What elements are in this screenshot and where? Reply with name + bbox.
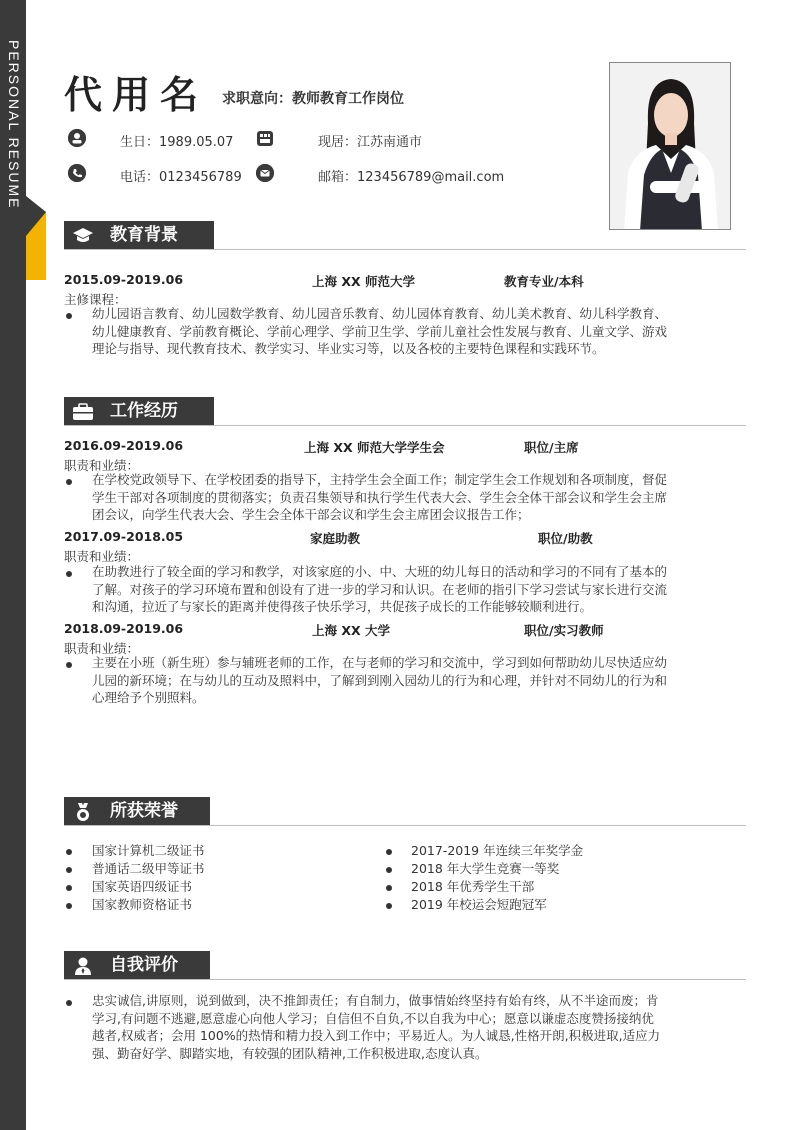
section-header-honors <box>64 797 210 825</box>
work-period: 2017.09-2018.05 <box>64 529 184 544</box>
text-line: 学生干部对各项制度的贯彻落实；负责召集领导和执行学生代表大会、学生会全体干部会议和学生会主席 <box>92 489 668 505</box>
text-line: 学习,有问题不逃避,愿意虚心向他人学习；自信但不自负,不以自我为中心；愿意以谦虚态度赞扬接纳优 <box>92 1010 654 1026</box>
section-divider <box>64 825 746 826</box>
honor-item: 2018 年优秀学生干部 <box>411 879 535 894</box>
bullet <box>66 885 72 891</box>
work-organization: 上海 XX 大学 <box>312 623 390 638</box>
bullet <box>386 885 392 891</box>
duties-text <box>92 563 742 616</box>
mail-icon <box>256 164 274 182</box>
duties-text <box>92 471 742 524</box>
text-line: 在学校党政领导下、在学校团委的指导下，主持学生会全面工作；制定学生会工作规划和各项制度，督促 <box>92 472 668 487</box>
section-header-work <box>64 397 214 425</box>
section-divider <box>64 979 746 980</box>
courses-label: 主修课程： <box>64 292 127 307</box>
phone-number: 电话：0123456789 <box>120 170 242 185</box>
bullet <box>66 313 72 319</box>
text-line: 幼儿健康教育、学前教育概论、学前心理学、学前卫生学、学前儿童社会性发展与教育、儿童文学、游戏 <box>92 323 668 339</box>
honor-item: 2018 年大学生竞赛一等奖 <box>411 861 560 876</box>
profile-photo <box>609 62 731 230</box>
bullet <box>66 903 72 909</box>
education-school: 上海 XX 师范大学 <box>312 274 415 289</box>
section-header-self-evaluation <box>64 951 210 979</box>
bullet <box>66 479 72 485</box>
candidate-name: 代用名 <box>64 73 209 117</box>
section-divider <box>64 425 746 426</box>
text-line: 理论与指导、现代教育技术、教学实习、毕业实习等，以及各校的主要特色课程和实践环节。 <box>92 341 605 356</box>
honor-item: 2019 年校运会短跑冠军 <box>411 897 547 912</box>
honor-item: 普通话二级甲等证书 <box>92 861 205 876</box>
honor-item: 2017-2019 年连续三年奖学金 <box>411 843 584 858</box>
work-organization: 上海 XX 师范大学学生会 <box>304 440 445 455</box>
bullet <box>66 1000 72 1006</box>
section-title: 工作经历 <box>110 401 178 421</box>
graduation-cap-icon <box>72 226 92 244</box>
work-role: 职位/主席 <box>524 440 579 455</box>
text-line: 幼儿园语言教育、幼儿园数学教育、幼儿园音乐教育、幼儿园体育教育、幼儿美术教育、幼儿科学教育、 <box>92 306 668 321</box>
section-header-education <box>64 221 214 249</box>
text-line: 和沟通，拉近了与家长的距离并使得孩子快乐学习，共促孩子成长的工作能够较顺利进行。 <box>92 599 593 614</box>
duties-text <box>92 654 742 707</box>
duties-label: 职责和业绩： <box>64 549 140 564</box>
section-divider <box>64 249 746 250</box>
bullet <box>66 662 72 668</box>
bullet <box>386 849 392 855</box>
education-major: 教育专业/本科 <box>504 274 584 289</box>
section-title: 所获荣誉 <box>110 801 178 821</box>
text-line: 了解。对孩子的学习环境布置和创设有了进一步的学习和认识。在老师的指引下学习尝试与家长进行交流 <box>92 581 668 597</box>
phone-icon <box>68 164 86 182</box>
location-icon <box>256 129 274 147</box>
self-evaluation-text <box>92 992 742 1062</box>
job-intent: 求职意向：教师教育工作岗位 <box>222 91 404 107</box>
work-role: 职位/助教 <box>538 531 593 546</box>
bullet <box>66 571 72 577</box>
honor-item: 国家教师资格证书 <box>92 897 193 912</box>
text-line: 强、勤奋好学、脚踏实地，有较强的团队精神,工作积极进取,态度认真。 <box>92 1045 488 1061</box>
honor-item: 国家计算机二级证书 <box>92 843 205 858</box>
text-line: 儿园的新环境；在与幼儿的互动及照料中，了解到到刚入园幼儿的行为和心理，并针对不同幼儿的行为和 <box>92 672 668 688</box>
bullet <box>386 867 392 873</box>
birth-date: 生日：1989.05.07 <box>120 135 234 150</box>
work-period: 2016.09-2019.06 <box>64 438 184 453</box>
text-line: 主要在小班（新生班）参与辅班老师的工作，在与老师的学习和交流中，学习到如何帮助幼儿尽快适应幼 <box>92 655 668 670</box>
sidebar-vertical-title: PERSONAL RESUME <box>6 40 22 210</box>
bullet <box>66 867 72 873</box>
education-period: 2015.09-2019.06 <box>64 272 184 287</box>
bullet <box>66 849 72 855</box>
bullet <box>386 903 392 909</box>
work-period: 2018.09-2019.06 <box>64 621 184 636</box>
section-title: 自我评价 <box>110 955 178 975</box>
text-line: 心理给予个别照料。 <box>92 690 205 705</box>
text-line: 忠实诚信,讲原则，说到做到，决不推卸责任；有自制力，做事情始终坚持有始有终，从不半途而废；肯 <box>92 993 659 1008</box>
text-line: 越者,权威者；会用 100%的热情和精力投入到工作中；平易近人。为人诚恳,性格开朗,积极进取,适应力 <box>92 1028 661 1043</box>
honor-item: 国家英语四级证书 <box>92 879 193 894</box>
courses-text <box>92 305 742 358</box>
work-organization: 家庭助教 <box>310 531 361 546</box>
section-title: 教育背景 <box>110 225 178 245</box>
duties-label: 职责和业绩： <box>64 458 140 473</box>
text-line: 团会议，向学生代表大会、学生会全体干部会议和学生会主席团会议报告工作； <box>92 507 530 522</box>
person-icon <box>68 129 86 147</box>
medal-icon <box>72 802 92 820</box>
email-address: 邮箱：123456789@mail.com <box>318 170 505 185</box>
user-icon <box>72 956 92 974</box>
duties-label: 职责和业绩： <box>64 641 140 656</box>
residence: 现居：江苏南通市 <box>318 135 423 150</box>
left-sidebar <box>0 0 26 1130</box>
text-line: 在助教进行了较全面的学习和教学，对该家庭的小、中、大班的幼儿每日的活动和学习的不同有了基本的 <box>92 564 668 579</box>
work-role: 职位/实习教师 <box>524 623 604 638</box>
briefcase-icon <box>72 402 92 420</box>
